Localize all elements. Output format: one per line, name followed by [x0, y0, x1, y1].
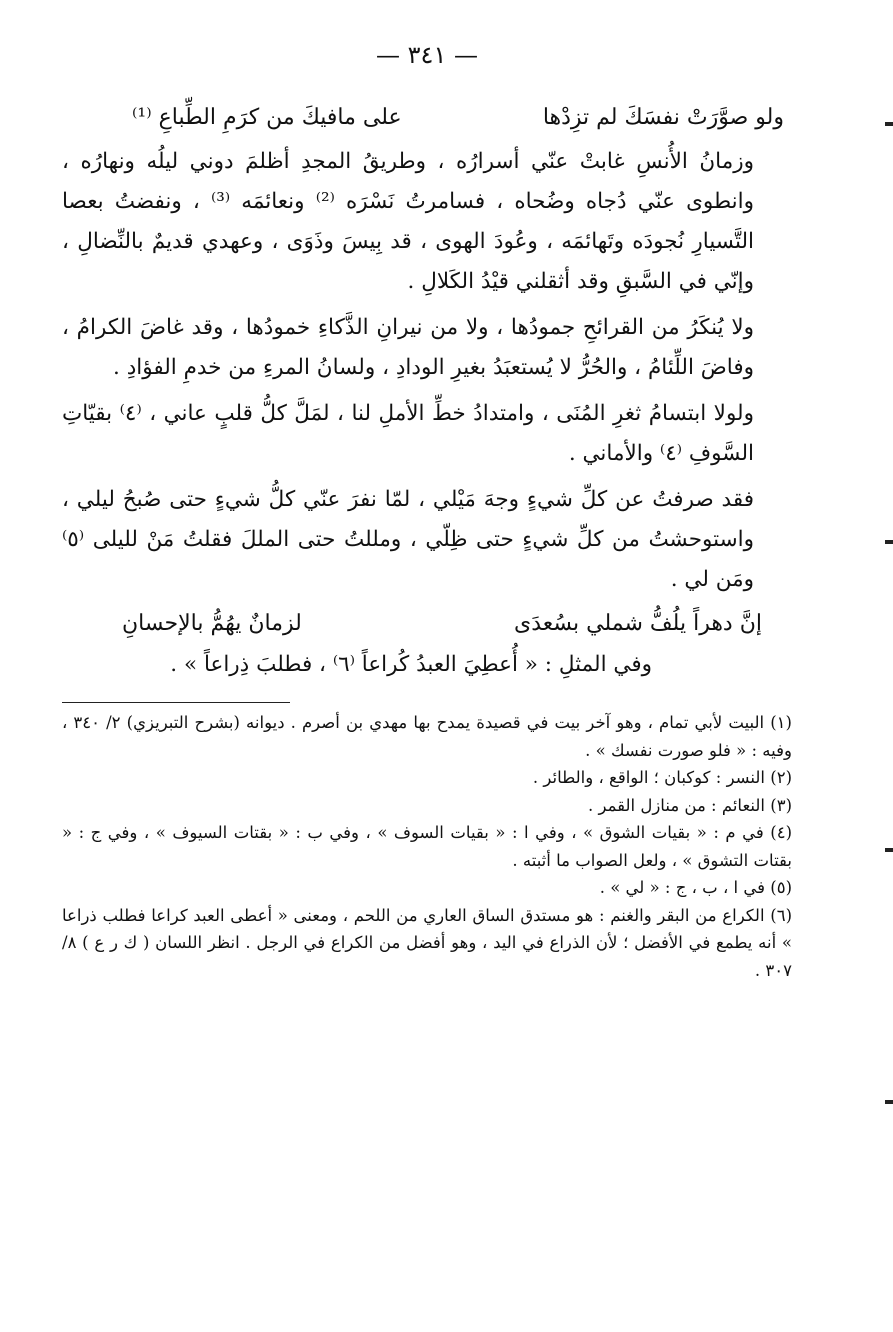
footnote: (١) البيت لأبي تمام ، وهو آخر بيت في قصيدة يمدح بها مهدي بن أصرم . ديوانه (بشرح التبريزي) ٢/ ٣٤٠ ، وفيه : « فلو صورت نفسك » . [62, 713, 792, 760]
verse-hemistich-left: على مافيكَ من كرَمِ الطِّباعِ ⁽¹⁾ [132, 105, 402, 130]
footnote: (٢) النسر : كوكبان ؛ الواقع ، والطائر . [532, 768, 792, 787]
document-page [62, 40, 792, 1310]
footnote-separator [62, 702, 792, 703]
verse-hemistich-right: ولو صوَّرَتْ نفسَكَ لم تزِدْها [542, 105, 784, 130]
verse-hemistich-left: لزمانٌ يهُمُّ بالإحسانِ [122, 611, 302, 636]
footnote: (٦) الكراع من البقر والغنم : هو مستدق الساق العاري من اللحم ، ومعنى « أعطى العبد كراعا فطلب ذراعا » أنه يطمع في الأفضل ؛ لأن الذراع في اليد ، وهو أفضل من الكراع في الرجل . انظر اللسان ( ك ر ع ) ٨/ ٣٠٧ . [62, 905, 792, 980]
page-number: — ٣٤١ — [376, 41, 478, 69]
margin-mark [885, 848, 893, 852]
verse-line [62, 98, 792, 138]
margin-mark [885, 540, 893, 544]
footnote: (٤) في م : « بقيات الشوق » ، وفي ا : « بقيات السوف » ، وفي ب : « بقتات السيوف » ، وفي ج : « بقتات التشوق » ، ولعل الصواب ما أثبته . [62, 823, 792, 870]
body-paragraph: ولولا ابتسامُ ثغرِ المُنَى ، وامتدادُ خطِّ الأملِ لنا ، لمَلَّ كلُّ قلبٍ عاني ، ⁽٤⁾ بقيّاتِ السَّوفِ ⁽٤⁾ والأماني . [62, 401, 754, 466]
margin-mark [885, 122, 893, 126]
footnotes [62, 709, 792, 984]
proverb-line: وفي المثلِ : « أُعطِيَ العبدُ كُراعاً ⁽٦⁾ ، فطلبَ ذِراعاً » . [170, 652, 652, 677]
footnote: (٥) في ا ، ب ، ج : « لي » . [599, 878, 792, 897]
footnote: (٣) النعائم : من منازل القمر . [588, 795, 792, 815]
verse-hemistich-right: إنَّ دهراً يلُفُّ شملي بسُعدَى [514, 611, 762, 636]
margin-mark [885, 1100, 893, 1104]
body-paragraph: فقد صرفتُ عن كلِّ شيءٍ وجهَ مَيْلي ، لمّا نفرَ عنّي كلُّ شيءٍ حتى صُبحُ ليلي ، واستوحشتُ من كلِّ شيءٍ حتى ظِلّي ، ومللتُ حتى المللَ فقلتُ مَنْ لليلى ⁽٥⁾ ومَن لي . [62, 487, 754, 592]
verse-line [62, 604, 792, 644]
body-paragraph: وزمانُ الأُنسِ غابتْ عنّي أسرارُه ، وطريقُ المجدِ أظلمَ دوني ليلُه ونهارُه ، وانطوى عنّي دُجاه وضُحاه ، فسامرتُ نَسْرَه ⁽²⁾ ونعائمَه ⁽³⁾ ، ونفضتُ بعصا التَّسيارِ نُجودَه وتَهائمَه ، وعُودَ الهوى ، قد بِيسَ وذَوَى ، وعهدي قديمٌ بالنِّضالِ ، وإنّي في السَّبقِ وقد أثقلني قيْدُ الكَلالِ . [62, 149, 754, 294]
body-paragraph: ولا يُنكَرُ من القرائحِ جمودُها ، ولا من نيرانِ الذَّكاءِ خمودُها ، وقد غاضَ الكرامُ ، وفاضَ اللِّئامُ ، والحُرُّ لا يُستعبَدُ بغيرِ الودادِ ، ولسانُ المرءِ من خدمِ الفؤادِ . [62, 315, 754, 380]
